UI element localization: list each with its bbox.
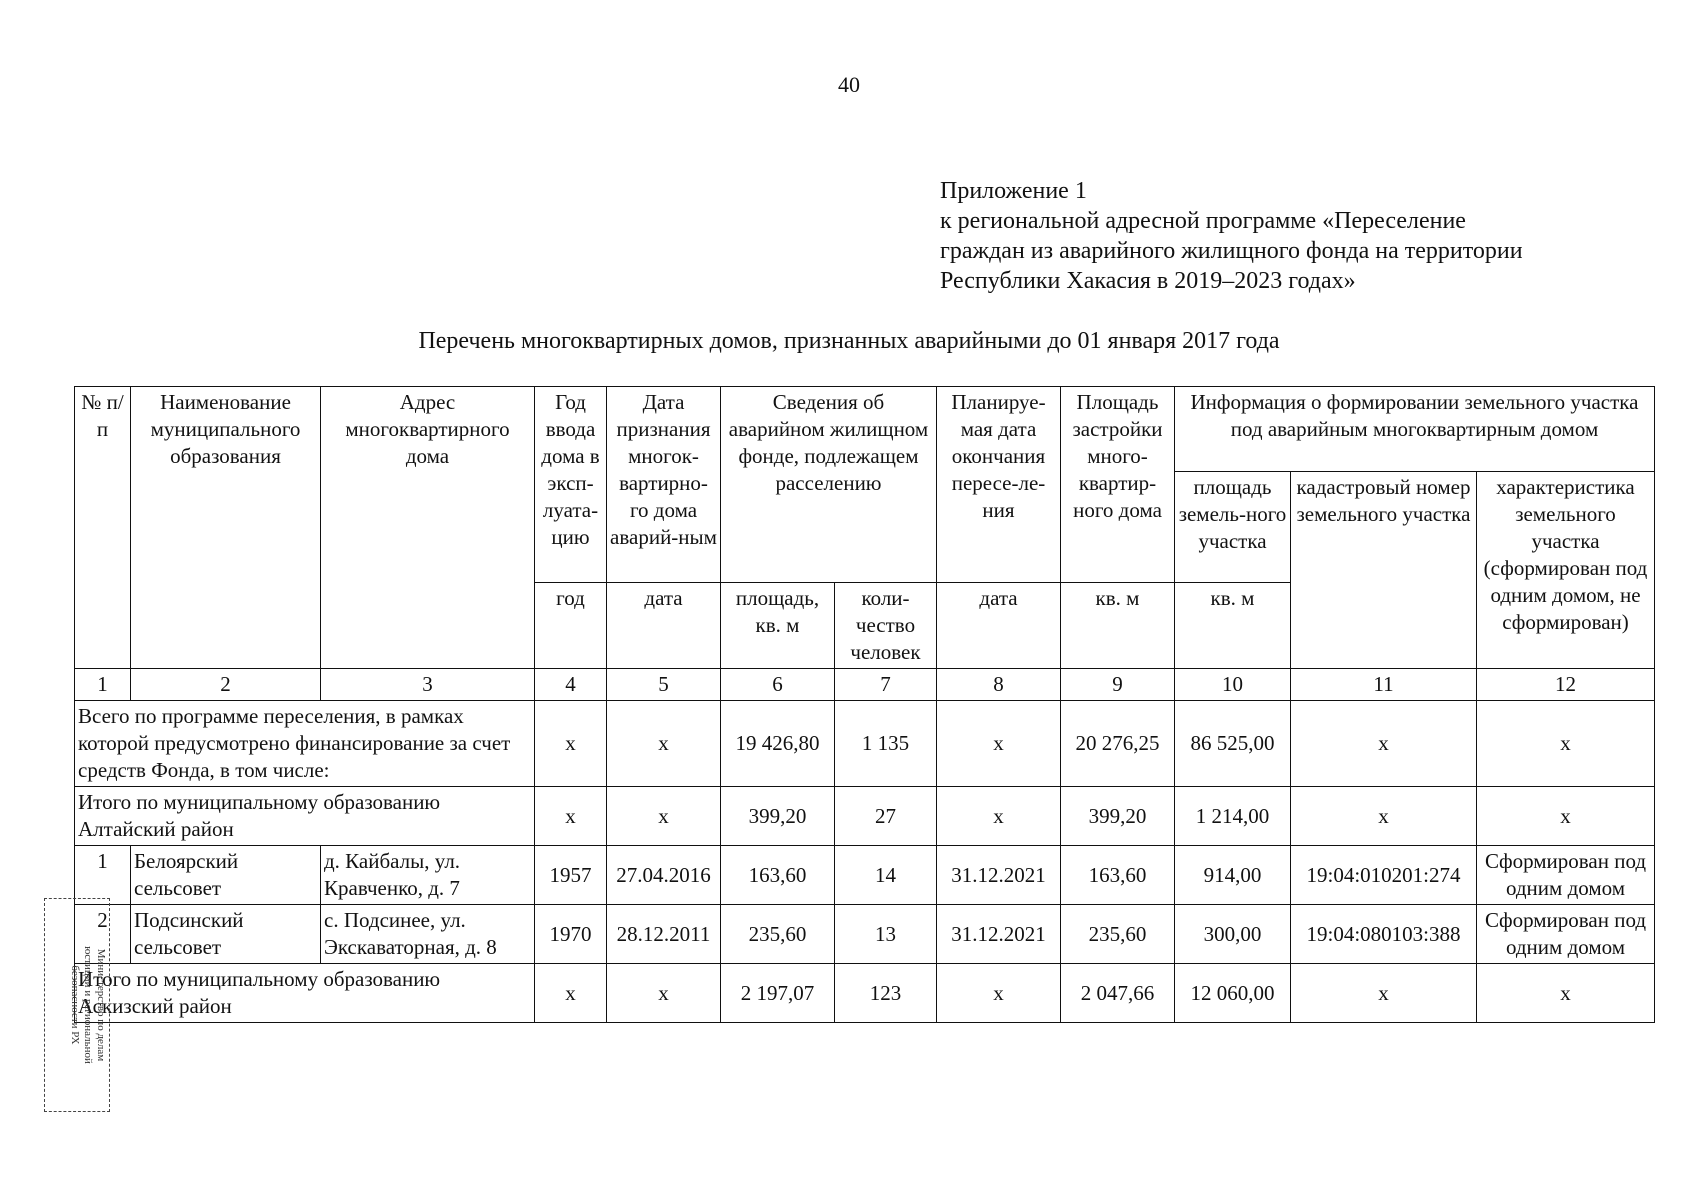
appendix-line: к региональной адресной программе «Переселение [940, 208, 1466, 234]
subtotal-characteristic: х [1477, 787, 1655, 846]
subtotal-row [75, 964, 1655, 1023]
header-land-characteristic: характеристика земельного участка (сформирован под одним домом, не сформирован) [1477, 472, 1655, 669]
column-number-row [75, 669, 1655, 701]
column-number: 11 [1291, 669, 1477, 701]
subtotal-area: 2 197,07 [721, 964, 835, 1023]
row-address: с. Подсинее, ул. Экскаваторная, д. 8 [321, 905, 535, 964]
subtotal-planned: х [937, 964, 1061, 1023]
header-land-info: Информация о формировании земельного участка под аварийным многоквартирным домом [1175, 387, 1655, 472]
row-municipality: Подсинский сельсовет [131, 905, 321, 964]
row-cadastral: 19:04:080103:388 [1291, 905, 1477, 964]
subtotal-characteristic: х [1477, 964, 1655, 1023]
appendix-line: Приложение 1 [940, 178, 1087, 204]
subtotal-row [75, 787, 1655, 846]
row-date: 28.12.2011 [607, 905, 721, 964]
header-emergency-info: Сведения об аварийном жилищном фонде, подлежащем расселению [721, 387, 937, 583]
header-cadastral: кадастровый номер земельного участка [1291, 472, 1477, 669]
subtotal-year: х [535, 964, 607, 1023]
row-characteristic: Сформирован под одним домом [1477, 846, 1655, 905]
table-row [75, 905, 1655, 964]
column-number: 3 [321, 669, 535, 701]
subtotal-cadastral: х [1291, 964, 1477, 1023]
total-characteristic: х [1477, 701, 1655, 787]
column-number: 9 [1061, 669, 1175, 701]
subtotal-planned: х [937, 787, 1061, 846]
appendix-line: Республики Хакасия в 2019–2023 годах» [940, 268, 1356, 294]
subtotal-building-area: 2 047,66 [1061, 964, 1175, 1023]
unit-date: дата [937, 583, 1061, 669]
column-number: 5 [607, 669, 721, 701]
row-num: 1 [75, 846, 131, 905]
header-municipality: Наименование муниципального образования [131, 387, 321, 669]
row-land-area: 914,00 [1175, 846, 1291, 905]
subtotal-cadastral: х [1291, 787, 1477, 846]
total-cadastral: х [1291, 701, 1477, 787]
header-land-area: площадь земель-ного участка [1175, 472, 1291, 583]
total-area: 19 426,80 [721, 701, 835, 787]
subtotal-area: 399,20 [721, 787, 835, 846]
row-people: 14 [835, 846, 937, 905]
total-year: х [535, 701, 607, 787]
total-people: 1 135 [835, 701, 937, 787]
subtotal-year: х [535, 787, 607, 846]
page-number: 40 [838, 72, 860, 97]
header-address: Адрес многоквартирного дома [321, 387, 535, 669]
column-number: 8 [937, 669, 1061, 701]
registration-stamp [44, 898, 110, 1112]
document-title: Перечень многоквартирных домов, признанных аварийными до 01 января 2017 года [418, 328, 1280, 354]
row-year: 1957 [535, 846, 607, 905]
row-characteristic: Сформирован под одним домом [1477, 905, 1655, 964]
emergency-housing-table [74, 386, 1655, 1023]
unit-area: площадь, кв. м [721, 583, 835, 669]
row-num: 2 [75, 905, 131, 964]
subtotal-land-area: 12 060,00 [1175, 964, 1291, 1023]
header-building-area: Площадь застройки много-квартир-ного дома [1061, 387, 1175, 583]
stamp-line: Министерство по делам [95, 948, 107, 1062]
header-year-built: Год ввода дома в эксп-луата-цию [535, 387, 607, 583]
row-people: 13 [835, 905, 937, 964]
total-building-area: 20 276,25 [1061, 701, 1175, 787]
total-row [75, 701, 1655, 787]
subtotal-label: Итого по муниципальному образованию Аскизский район [75, 964, 535, 1023]
total-label: Всего по программе переселения, в рамках которой предусмотрено финансирование за счет средств Фонда, в том числе: [75, 701, 535, 787]
column-number: 2 [131, 669, 321, 701]
appendix-note [940, 176, 1523, 296]
unit-date: дата [607, 583, 721, 669]
row-address: д. Кайбалы, ул. Кравченко, д. 7 [321, 846, 535, 905]
total-planned: х [937, 701, 1061, 787]
unit-year: год [535, 583, 607, 669]
row-area: 163,60 [721, 846, 835, 905]
header-date-recognized: Дата признания многок-вартирно-го дома аварий-ным [607, 387, 721, 583]
table-row [75, 846, 1655, 905]
header-row [75, 387, 1655, 472]
subtotal-date: х [607, 787, 721, 846]
unit-people: коли-чество человек [835, 583, 937, 669]
row-building-area: 235,60 [1061, 905, 1175, 964]
total-date: х [607, 701, 721, 787]
unit-sqm: кв. м [1175, 583, 1291, 669]
column-number: 10 [1175, 669, 1291, 701]
row-planned: 31.12.2021 [937, 846, 1061, 905]
header-planned-date: Планируе-мая дата окончания пересе-ле-ния [937, 387, 1061, 583]
column-number: 12 [1477, 669, 1655, 701]
row-planned: 31.12.2021 [937, 905, 1061, 964]
subtotal-building-area: 399,20 [1061, 787, 1175, 846]
row-area: 235,60 [721, 905, 835, 964]
subtotal-people: 27 [835, 787, 937, 846]
stamp-line: безопасности РХ [69, 965, 81, 1045]
row-land-area: 300,00 [1175, 905, 1291, 964]
subtotal-land-area: 1 214,00 [1175, 787, 1291, 846]
subtotal-label: Итого по муниципальному образованию Алтайский район [75, 787, 535, 846]
row-date: 27.04.2016 [607, 846, 721, 905]
subtotal-date: х [607, 964, 721, 1023]
column-number: 4 [535, 669, 607, 701]
row-cadastral: 19:04:010201:274 [1291, 846, 1477, 905]
subtotal-people: 123 [835, 964, 937, 1023]
row-municipality: Белоярский сельсовет [131, 846, 321, 905]
appendix-line: граждан из аварийного жилищного фонда на территории [940, 238, 1523, 264]
total-land-area: 86 525,00 [1175, 701, 1291, 787]
stamp-line: юстиции и региональной [82, 946, 94, 1064]
row-year: 1970 [535, 905, 607, 964]
header-num: № п/п [75, 387, 131, 669]
unit-sqm: кв. м [1061, 583, 1175, 669]
column-number: 7 [835, 669, 937, 701]
row-building-area: 163,60 [1061, 846, 1175, 905]
column-number: 1 [75, 669, 131, 701]
column-number: 6 [721, 669, 835, 701]
